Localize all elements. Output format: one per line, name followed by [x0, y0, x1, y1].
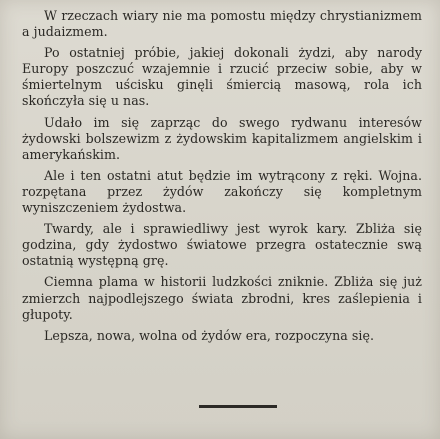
- section-end-rule: [199, 405, 277, 408]
- paragraph-6: Ciemna plama w historii ludzkości zniknie. Zbliża się już zmierzch najpodlejszego świata zbrodni, kres zaślepienia i głupoty.: [22, 274, 422, 322]
- paragraph-3: Udało im się zaprząc do swego rydwanu interesów żydowski bolszewizm z żydowskim kapitalizmem angielskim i amerykańskim.: [22, 114, 422, 162]
- paragraph-4: Ale i ten ostatni atut będzie im wytrącony z ręki. Wojna. rozpętana przez żydów zakończy się kompletnym wyniszczeniem żydostwa.: [22, 167, 422, 216]
- paragraph-5: Twardy, ale i sprawiedliwy jest wyrok kary. Zbliża się godzina, gdy żydostwo światowe przegra ostatecznie swą ostatnią występną grę.: [22, 221, 422, 269]
- paragraph-1: W rzeczach wiary nie ma pomostu między chrystianizmem a judaizmem.: [22, 8, 422, 40]
- paragraph-7: Lepsza, nowa, wolna od żydów era, rozpoczyna się.: [44, 327, 375, 343]
- document-body: [22, 8, 422, 349]
- paragraph-2: Po ostatniej próbie, jakiej dokonali żydzi, aby narody Europy poszczuć wzajemnie i rzucić przeciw sobie, aby w śmiertelnym uścisku ginęli śmiercią masową, rola ich skończyła się u nas.: [22, 45, 422, 109]
